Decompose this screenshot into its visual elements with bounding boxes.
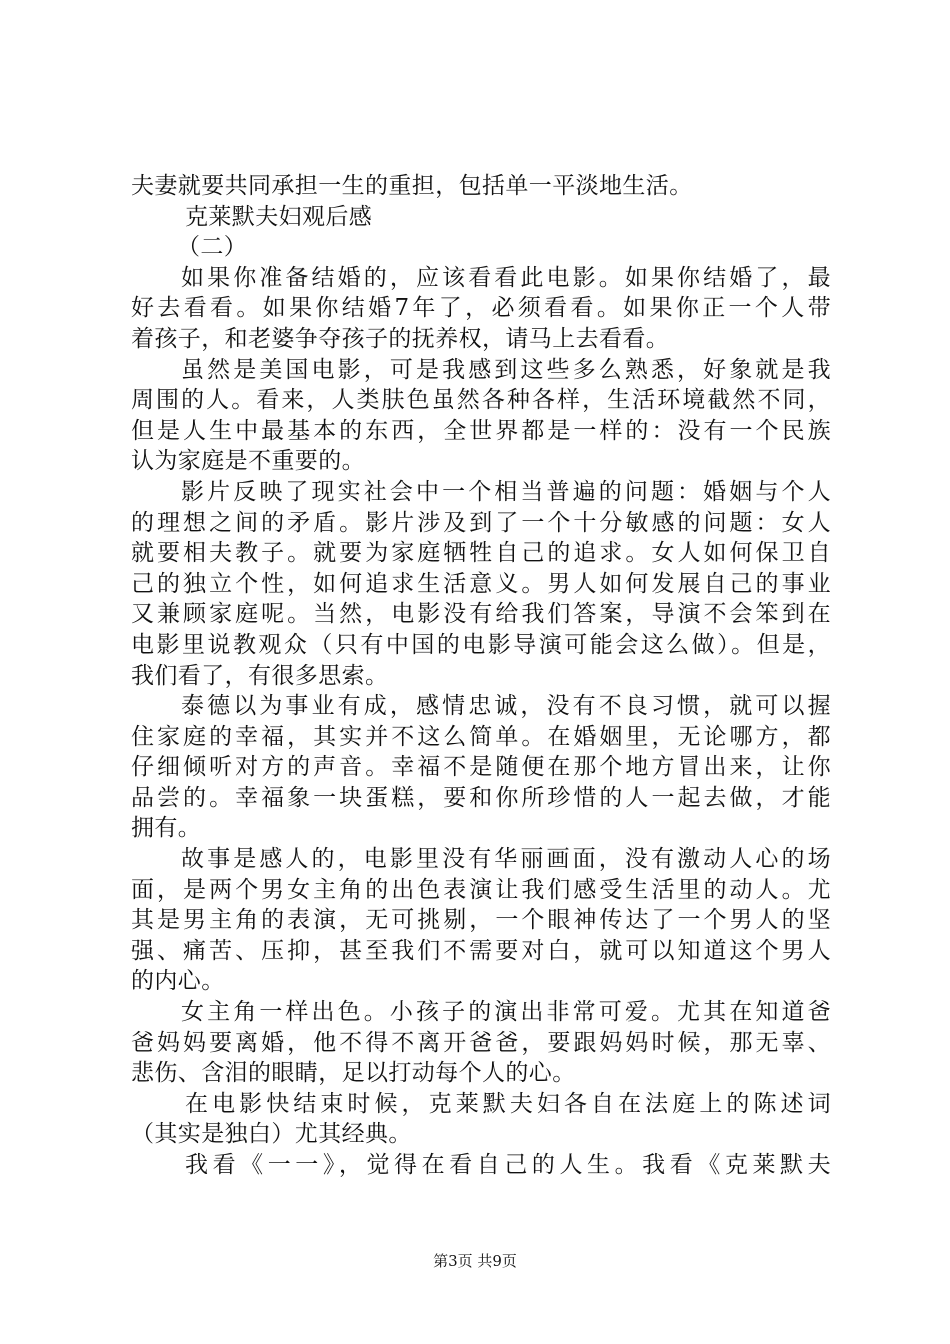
- text-line: 爸妈妈要离婚，他不得不离开爸爸，要跟妈妈时候，那无辜、: [131, 1029, 831, 1056]
- text-line: 又兼顾家庭呢。当然，电影没有给我们答案，导演不会笨到在: [131, 601, 831, 628]
- text-line: 虽然是美国电影，可是我感到这些多么熟悉，好象就是我: [181, 356, 831, 383]
- text-line: 夫妻就要共同承担一生的重担，包括单一平淡地生活。: [131, 173, 693, 199]
- text-line: 其是男主角的表演，无可挑剔，一个眼神传达了一个男人的坚: [131, 907, 831, 934]
- text-line: 拥有。: [131, 815, 202, 842]
- text-line: 但是人生中最基本的东西，全世界都是一样的：没有一个民族: [131, 417, 831, 444]
- text-line: 住家庭的幸福，其实并不这么简单。在婚姻里，无论哪方，都: [131, 723, 831, 750]
- text-line: 仔细倾听对方的声音。幸福不是随便在那个地方冒出来，让你: [131, 754, 831, 781]
- text-line: 强、痛苦、压抑，甚至我们不需要对白，就可以知道这个男人: [131, 937, 831, 964]
- page-footer: [0, 1250, 950, 1271]
- text-line: 故事是感人的，电影里没有华丽画面，没有激动人心的场: [181, 846, 831, 873]
- text-line: 着孩子，和老婆争夺孩子的抚养权，请马上去看看。: [131, 325, 670, 352]
- text-line: 己的独立个性，如何追求生活意义。男人如何发展自己的事业: [131, 570, 831, 597]
- text-line: （其实是独白）尤其经典。: [131, 1121, 412, 1148]
- text-line: 品尝的。幸福象一块蛋糕，要和你所珍惜的人一起去做，才能: [131, 784, 831, 811]
- text-line: 就要相夫教子。就要为家庭牺牲自己的追求。女人如何保卫自: [131, 540, 831, 567]
- text-line: 电影里说教观众（只有中国的电影导演可能会这么做）。但是，: [131, 631, 831, 658]
- text-line: 我们看了，有很多思索。: [131, 662, 389, 689]
- text-line: 认为家庭是不重要的。: [131, 448, 365, 475]
- text-line: 好去看看。如果你结婚7年了，必须看看。如果你正一个人带: [131, 295, 831, 322]
- text-line: 如果你准备结婚的，应该看看此电影。如果你结婚了，最: [181, 264, 831, 291]
- text-line: （二）: [177, 234, 248, 261]
- text-line: 克莱默夫妇观后感: [185, 203, 373, 230]
- text-line: 女主角一样出色。小孩子的演出非常可爱。尤其在知道爸: [181, 999, 831, 1026]
- document-body: [131, 171, 831, 1181]
- text-line: 在电影快结束时候，克莱默夫妇各自在法庭上的陈述词: [185, 1090, 831, 1117]
- text-line: 悲伤、含泪的眼睛，足以打动每个人的心。: [131, 1060, 576, 1087]
- text-line: 的内心。: [131, 968, 225, 995]
- text-line: 面，是两个男女主角的出色表演让我们感受生活里的动人。尤: [131, 876, 831, 903]
- text-line: 的理想之间的矛盾。影片涉及到了一个十分敏感的问题：女人: [131, 509, 831, 536]
- text-line: 泰德以为事业有成，感情忠诚，没有不良习惯，就可以握: [181, 693, 831, 720]
- text-line: 影片反映了现实社会中一个相当普遍的问题：婚姻与个人: [181, 478, 831, 505]
- text-line: 我看《一一》，觉得在看自己的人生。我看《克莱默夫: [185, 1152, 831, 1178]
- text-line: 周围的人。看来，人类肤色虽然各种各样，生活环境截然不同，: [131, 387, 831, 414]
- page-number: 第3页 共9页: [433, 1252, 517, 1270]
